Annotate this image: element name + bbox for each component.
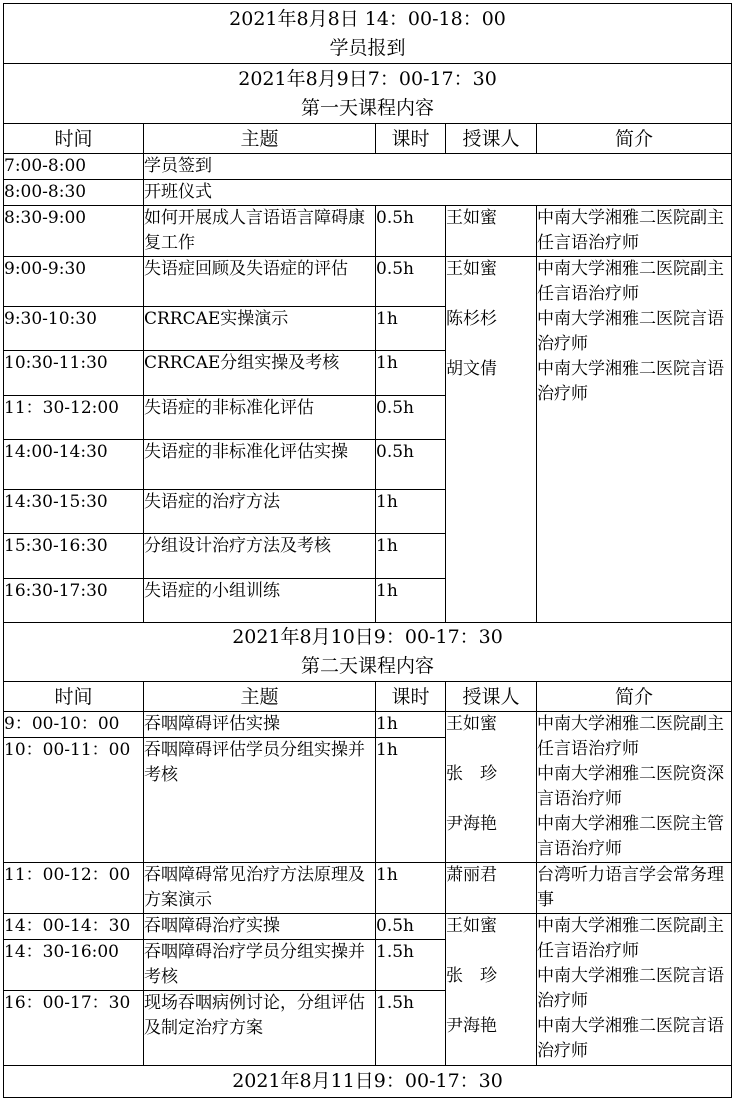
- time-cell: 14:00-14:30: [4, 440, 144, 490]
- hours-cell: 1h: [376, 534, 446, 579]
- table-row: [4, 712, 732, 738]
- course-schedule-table: [3, 3, 732, 1098]
- topic-cell: 分组设计治疗方法及考核: [144, 534, 376, 579]
- bio-group-cell: [537, 914, 732, 1066]
- topic-cell: 吞咽障碍评估实操: [144, 712, 376, 738]
- time-cell: 9:30-10:30: [4, 307, 144, 351]
- day1-date: 2021年8月9日7：00-17：30: [238, 67, 497, 90]
- day2-heading-row: [4, 623, 732, 682]
- hours-cell: 1h: [376, 712, 446, 738]
- time-cell: 8:00-8:30: [4, 180, 144, 206]
- time-cell: 15:30-16:30: [4, 534, 144, 579]
- day2-heading: [4, 623, 732, 682]
- hours-cell: 0.5h: [376, 206, 446, 257]
- day2-column-header-row: [4, 682, 732, 712]
- day1-column-header-row: [4, 124, 732, 154]
- hours-cell: 1h: [376, 579, 446, 623]
- teacher-bio: 中南大学湘雅二医院言语治疗师: [537, 309, 724, 354]
- day3-date: 2021年8月11日9：00-17：30: [232, 1070, 503, 1092]
- teacher-bio: 中南大学湘雅二医院言语治疗师: [537, 966, 724, 1011]
- bio-cell: 中南大学湘雅二医院副主任言语治疗师: [537, 206, 732, 257]
- topic-cell: 如何开展成人言语语言障碍康复工作: [144, 206, 376, 257]
- hours-cell: 0.5h: [376, 257, 446, 307]
- teacher-group-cell: [446, 914, 537, 1066]
- col-header-time: 时间: [4, 682, 144, 712]
- bio-cell: 台湾听力语言学会常务理事: [537, 863, 732, 914]
- topic-cell: 吞咽障碍治疗实操: [144, 914, 376, 940]
- teacher-name: 尹海艳: [446, 1016, 497, 1036]
- teacher-cell: 王如蜜: [446, 206, 537, 257]
- arrival-date: 2021年8月8日 14：00-18：00: [229, 7, 506, 30]
- hours-cell: 1h: [376, 490, 446, 534]
- hours-cell: 1h: [376, 307, 446, 351]
- hours-cell: 1h: [376, 863, 446, 914]
- time-cell: 9：00-10：00: [4, 712, 144, 738]
- time-cell: 7:00-8:00: [4, 154, 144, 180]
- teacher-name: 胡文倩: [446, 359, 497, 379]
- topic-cell: 吞咽障碍常见治疗方法原理及方案演示: [144, 863, 376, 914]
- topic-cell: CRRCAE分组实操及考核: [144, 351, 376, 396]
- teacher-bio: 中南大学湘雅二医院言语治疗师: [537, 1016, 724, 1061]
- topic-cell: 现场吞咽病例讨论，分组评估及制定治疗方案: [144, 991, 376, 1066]
- col-header-bio: 简介: [537, 682, 732, 712]
- col-header-teacher: 授课人: [446, 682, 537, 712]
- teacher-bio: 中南大学湘雅二医院主管言语治疗师: [537, 814, 724, 859]
- time-cell: 11：30-12:00: [4, 396, 144, 440]
- hours-cell: 0.5h: [376, 396, 446, 440]
- col-header-bio: 简介: [537, 124, 732, 154]
- time-cell: 16:30-17:30: [4, 579, 144, 623]
- col-header-hours: 课时: [376, 124, 446, 154]
- table-row: [4, 914, 732, 940]
- teacher-name: 王如蜜: [446, 916, 497, 936]
- col-header-hours: 课时: [376, 682, 446, 712]
- time-cell: 14：30-16:00: [4, 940, 144, 991]
- topic-cell: 失语症的非标准化评估实操: [144, 440, 376, 490]
- col-header-topic: 主题: [144, 682, 376, 712]
- time-cell: 10：00-11：00: [4, 738, 144, 863]
- bio-group-cell: [537, 712, 732, 863]
- topic-cell: 失语症的非标准化评估: [144, 396, 376, 440]
- teacher-name: 王如蜜: [446, 259, 497, 279]
- teacher-name: 张 珍: [446, 966, 497, 986]
- arrival-title: 学员报到: [329, 36, 406, 59]
- teacher-name: 王如蜜: [446, 714, 497, 734]
- table-row: [4, 180, 732, 206]
- topic-cell: CRRCAE实操演示: [144, 307, 376, 351]
- day1-title: 第一天课程内容: [301, 96, 435, 119]
- hours-cell: 1.5h: [376, 991, 446, 1066]
- bio-group-cell: [537, 257, 732, 623]
- time-cell: 8:30-9:00: [4, 206, 144, 257]
- hours-cell: 1.5h: [376, 940, 446, 991]
- teacher-group-cell: [446, 257, 537, 623]
- hours-cell: 0.5h: [376, 914, 446, 940]
- day2-title: 第二天课程内容: [301, 655, 435, 677]
- table-row: [4, 257, 732, 307]
- teacher-bio: 中南大学湘雅二医院副主任言语治疗师: [537, 714, 724, 759]
- arrival-cell: [4, 4, 732, 64]
- day1-heading-row: [4, 64, 732, 124]
- teacher-bio: 中南大学湘雅二医院副主任言语治疗师: [537, 259, 724, 304]
- teacher-bio: 中南大学湘雅二医院资深言语治疗师: [537, 764, 724, 809]
- time-cell: 10:30-11:30: [4, 351, 144, 396]
- col-header-teacher: 授课人: [446, 124, 537, 154]
- teacher-bio: 中南大学湘雅二医院言语治疗师: [537, 359, 724, 404]
- time-cell: 9:00-9:30: [4, 257, 144, 307]
- teacher-cell: 萧丽君: [446, 863, 537, 914]
- topic-cell: 吞咽障碍评估学员分组实操并考核: [144, 738, 376, 863]
- time-cell: 11：00-12：00: [4, 863, 144, 914]
- col-header-time: 时间: [4, 124, 144, 154]
- table-row: [4, 154, 732, 180]
- teacher-bio: 中南大学湘雅二医院副主任言语治疗师: [537, 916, 724, 961]
- teacher-name: 尹海艳: [446, 814, 497, 834]
- hours-cell: 0.5h: [376, 440, 446, 490]
- teacher-name: 张 珍: [446, 764, 497, 784]
- col-header-topic: 主题: [144, 124, 376, 154]
- day1-heading: [4, 64, 732, 124]
- time-cell: 14：00-14：30: [4, 914, 144, 940]
- topic-cell: 开班仪式: [144, 180, 732, 206]
- topic-cell: 失语症的治疗方法: [144, 490, 376, 534]
- time-cell: 14:30-15:30: [4, 490, 144, 534]
- teacher-name: 陈杉杉: [446, 309, 497, 329]
- hours-cell: 1h: [376, 738, 446, 863]
- time-cell: 16：00-17：30: [4, 991, 144, 1066]
- topic-cell: 学员签到: [144, 154, 732, 180]
- topic-cell: 失语症回顾及失语症的评估: [144, 257, 376, 307]
- hours-cell: 1h: [376, 351, 446, 396]
- topic-cell: 吞咽障碍治疗学员分组实操并考核: [144, 940, 376, 991]
- table-row: [4, 206, 732, 257]
- teacher-group-cell: [446, 712, 537, 863]
- table-row: [4, 863, 732, 914]
- arrival-row: [4, 4, 732, 64]
- topic-cell: 失语症的小组训练: [144, 579, 376, 623]
- day2-date: 2021年8月10日9：00-17：30: [232, 626, 503, 648]
